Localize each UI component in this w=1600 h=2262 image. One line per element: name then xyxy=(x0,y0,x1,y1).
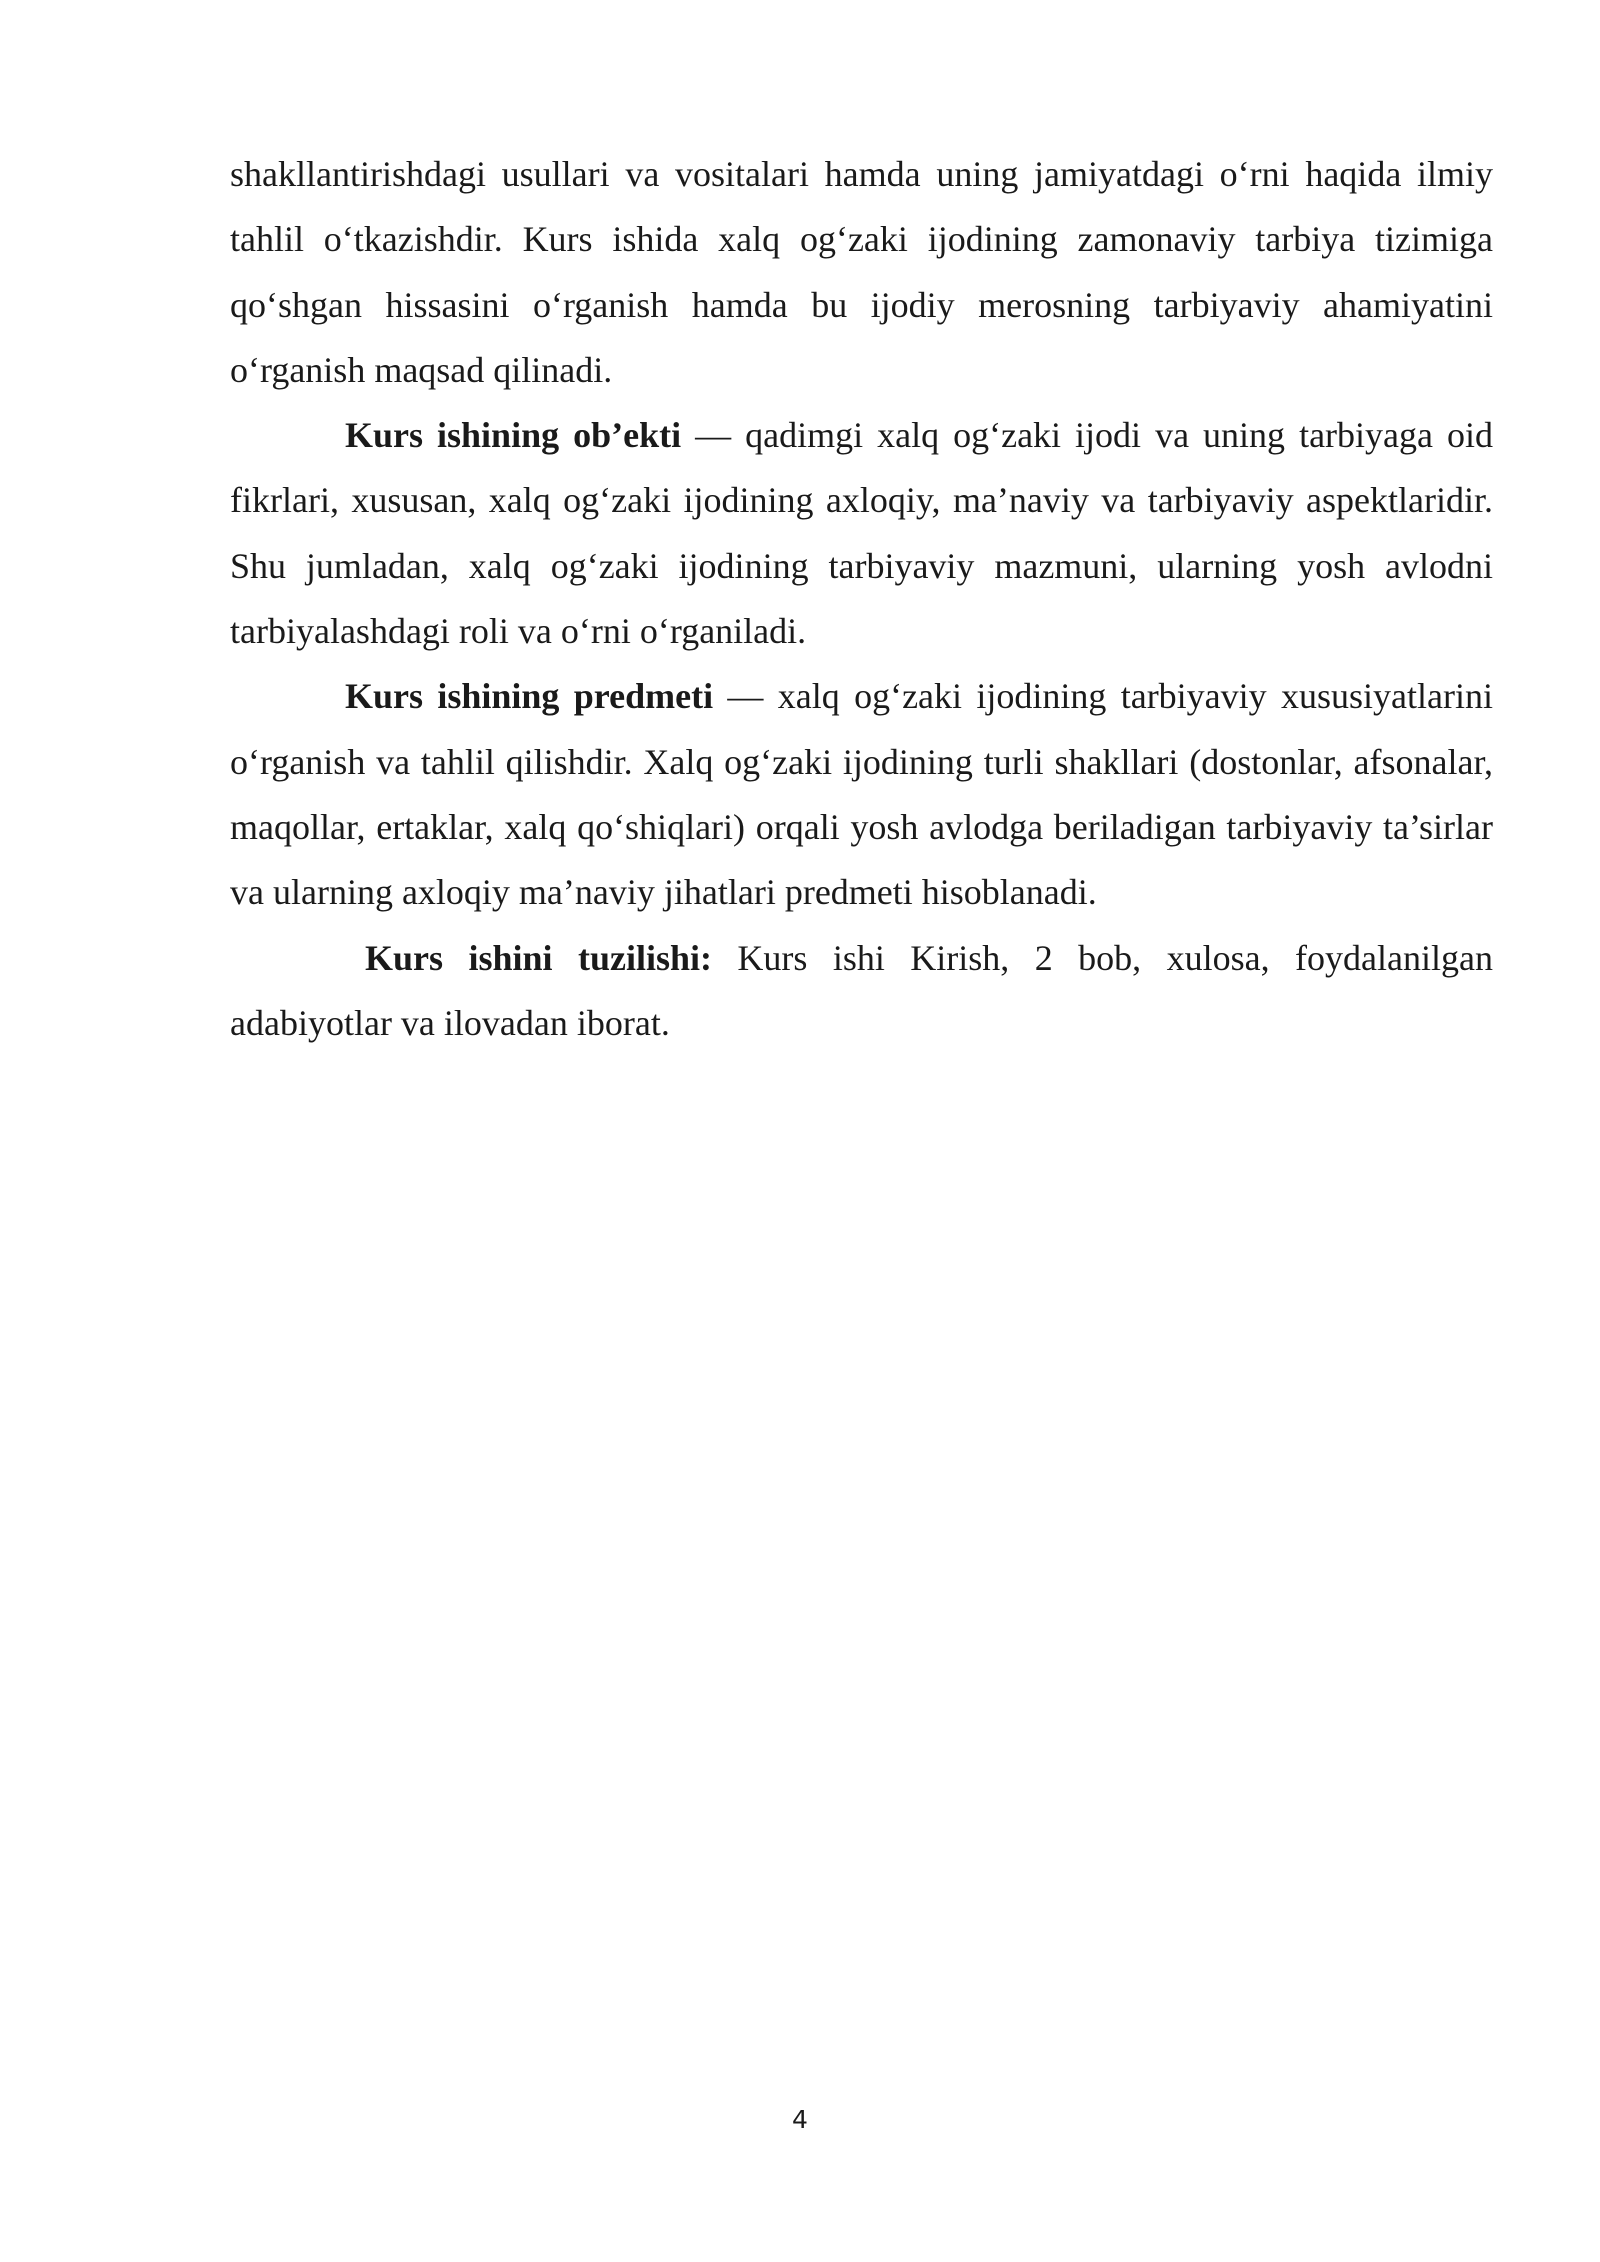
paragraph-purpose-text: shakllantirishdagi usullari va vositalari hamda uning jamiyatdagi o‘rni haqida ilmiy tahlil o‘tkazishdir. Kurs ishida xalq og‘zaki ijodining zamonaviy tarbiya tizimiga qo‘shgan hissasini o‘rganish hamda bu ijodiy merosning tarbiyaviy ahamiyatini o‘rganish maqsad qilinadi. xyxy=(230,154,1493,390)
paragraph-subject-heading: Kurs ishining predmeti xyxy=(345,676,714,717)
paragraph-object-text: — qadimgi xalq og‘zaki ijodi va uning tarbiyaga oid fikrlari, xususan, xalq og‘zaki ijodining axloqiy, ma’naviy va tarbiyaviy aspektlaridir. Shu jumladan, xalq og‘zaki ijodining tarbiyaviy mazmuni, ularning yosh avlodni tarbiyalashdagi roli va o‘rni o‘rganiladi. xyxy=(230,415,1494,652)
page-number: 4 xyxy=(792,2105,808,2134)
paragraph-structure-heading: Kurs ishini tuzilishi: xyxy=(365,937,712,978)
paragraph-purpose xyxy=(230,142,1493,403)
paragraph-object xyxy=(230,403,1493,664)
document-body xyxy=(230,142,1493,1056)
paragraph-subject xyxy=(230,664,1493,925)
paragraph-object-heading: Kurs ishining ob’ekti xyxy=(345,415,682,456)
paragraph-structure xyxy=(230,926,1493,1057)
paragraph-subject-text: — xalq og‘zaki ijodining tarbiyaviy xususiyatlarini o‘rganish va tahlil qilishdir. Xalq og‘zaki ijodining turli shakllari (dostonlar, afsonalar, maqollar, ertaklar, xalq qo‘shiqlari) orqali yosh avlodga beriladigan tarbiyaviy ta’sirlar va ularning axloqiy ma’naviy jihatlari predmeti hisoblanadi. xyxy=(230,676,1493,913)
paragraph-structure-text: Kurs ishi Kirish, 2 bob, xulosa, foydalanilgan adabiyotlar va ilovadan iborat. xyxy=(230,937,1493,1043)
